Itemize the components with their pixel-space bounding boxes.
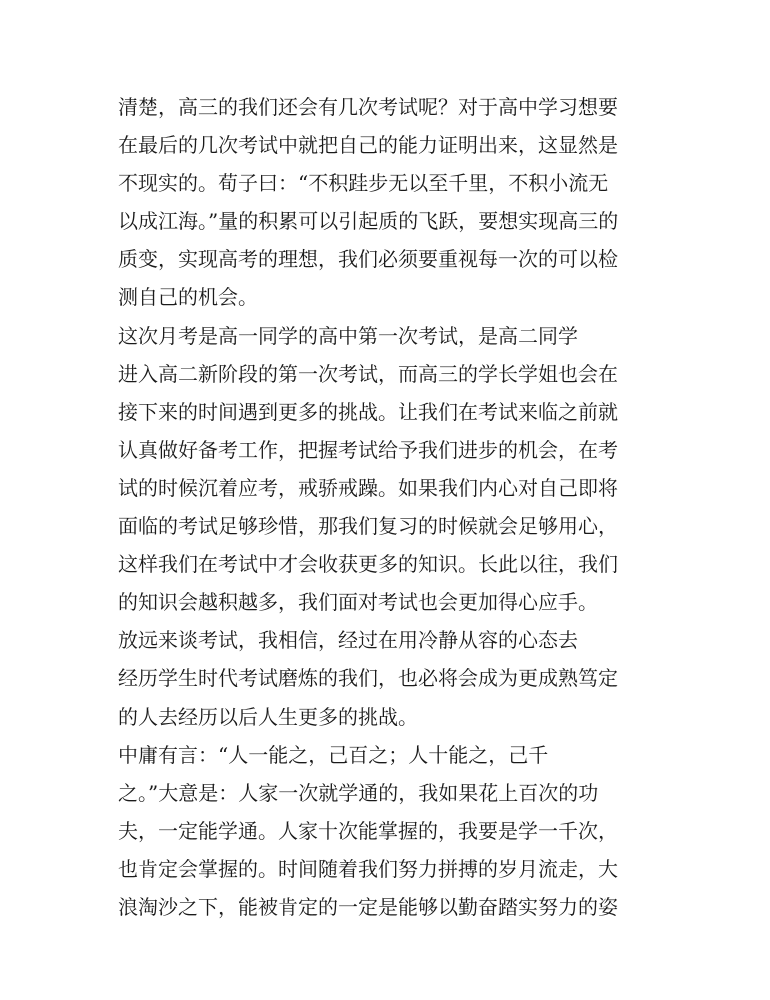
text-line: 之。”大意是：人家一次就学通的，我如果花上百次的功 <box>118 780 599 805</box>
text-line: 质变，实现高考的理想，我们必须要重视每一次的可以检 <box>118 247 618 272</box>
text-line: 的知识会越积越多，我们面对考试也会更加得心应手。 <box>118 590 598 615</box>
paragraph-first-line: 这次月考是高一同学的高中第一次考试，是高二同学 <box>118 323 578 348</box>
text-line: 接下来的时间遇到更多的挑战。让我们在考试来临之前就 <box>118 399 618 424</box>
text-line: 进入高二新阶段的第一次考试，而高三的学长学姐也会在 <box>118 361 618 386</box>
text-line: 试的时候沉着应考，戒骄戒躁。如果我们内心对自己即将 <box>118 475 618 500</box>
text-line: 也肯定会掌握的。时间随着我们努力拼搏的岁月流走，大 <box>118 856 618 881</box>
text-line: 在最后的几次考试中就把自己的能力证明出来，这显然是 <box>118 133 618 158</box>
text-line: 浪淘沙之下，能被肯定的一定是能够以勤奋踏实努力的姿 <box>118 894 618 919</box>
text-line: 这样我们在考试中才会收获更多的知识。长此以往，我们 <box>118 552 618 577</box>
text-line: 认真做好备考工作，把握考试给予我们进步的机会，在考 <box>118 437 618 462</box>
text-line: 清楚，高三的我们还会有几次考试呢？对于高中学习想要 <box>118 95 618 119</box>
text-line: 夫，一定能学通。人家十次能掌握的，我要是学一千次， <box>118 818 618 843</box>
text-line: 的人去经历以后人生更多的挑战。 <box>118 704 418 729</box>
paragraph-first-line: 放远来谈考试，我相信，经过在用冷静从容的心态去 <box>118 628 578 653</box>
text-line: 面临的考试足够珍惜，那我们复习的时候就会足够用心， <box>118 514 618 539</box>
text-line: 经历学生时代考试磨炼的我们，也必将会成为更成熟笃定 <box>118 666 618 691</box>
paragraph-first-line: 中庸有言：“人一能之，己百之；人十能之，己千 <box>118 742 549 767</box>
text-line: 测自己的机会。 <box>118 285 258 310</box>
text-line: 以成江海。”量的积累可以引起质的飞跃，要想实现高三的 <box>118 209 619 234</box>
text-line: 不现实的。荀子曰：“不积跬步无以至千里，不积小流无 <box>118 171 609 196</box>
document-body <box>118 88 648 926</box>
